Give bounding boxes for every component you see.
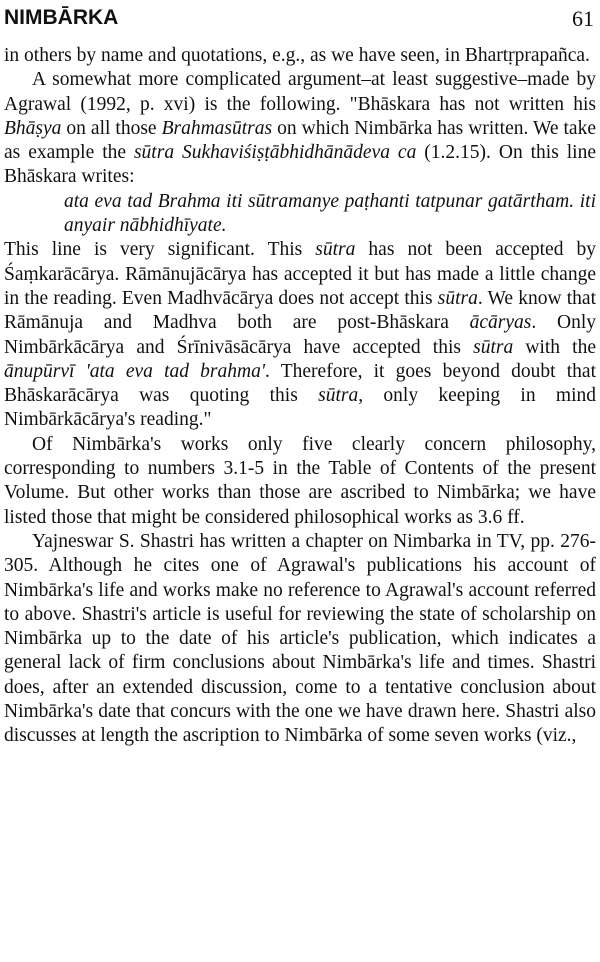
text-run: Of Nimbārka's works only five clearly concern philosophy, corresponding to numbers 3.1-5 in the Table of Contents of the present Volume. But other works than those are ascribed to Nimbārka; we have listed those that might be considered philosophical works as 3.6 ff.: [4, 433, 596, 528]
italic-term: ācāryas: [469, 312, 532, 334]
text-run: Yajneswar S. Shastri has written a chapter on Nimbarka in TV, pp. 276-305. Although he cites one of Agrawal's publications his account of Nimbārka's life and works make no reference to Agrawal's account referred to above. Shastri's article is useful for reviewing the state of scholarship on Nimbārka up to the date of his article's publication, which indicates a general lack of firm conclusions about Nimbārka's life and times. Shastri does, after an extended discussion, come to a tentative conclusion about Nimbārka's date that concurs with the one we have drawn here. Shastri also discusses at length the ascription to Nimbārka of some seven works (viz.,: [4, 530, 596, 747]
body-text: [4, 44, 596, 749]
block-quote: [4, 190, 596, 239]
paragraph: [4, 238, 596, 432]
text-run: . We know that Rāmānuja and Madhva both are post-Bhāskara: [4, 287, 596, 334]
text-run: This line is very significant. This: [4, 239, 316, 261]
chapter-title: NIMBĀRKA: [4, 6, 119, 29]
text-run: A somewhat more complicated argument–at least suggestive–made by Agrawal (1992, p. xvi) is the following. "Bhāskara has not written his: [4, 69, 596, 115]
italic-term: sūtra: [315, 239, 356, 261]
text-run: in others by name and quotations, e.g., as we have seen, in Bhartṛprapañca.: [4, 45, 590, 66]
italic-term: sūtra: [473, 336, 514, 358]
text-run: on which Nimbārka has written. We take as example the: [4, 117, 596, 164]
italic-term: sūtra Sukhaviśiṣṭābhidhānādeva ca: [133, 142, 417, 164]
paragraph: [4, 68, 596, 189]
text-run: on all those: [61, 117, 162, 139]
running-header: [4, 6, 594, 32]
text-run: with the: [513, 336, 596, 358]
text-run: (1.2.15). On this line Bhāskara writes:: [4, 142, 597, 188]
italic-term: Bhāṣya: [4, 117, 62, 139]
italic-term: Brahmasūtras: [161, 117, 273, 139]
text-run: . Only Nimbārkācārya and Śrīnivāsācārya have accepted this: [4, 312, 596, 358]
italic-term: ānupūrvī 'ata eva tad brahma': [4, 360, 266, 382]
page-number: 61: [572, 6, 594, 31]
paragraph: [4, 530, 596, 749]
italic-term: sūtra: [318, 385, 359, 407]
text-run: ata eva tad Brahma iti sūtramanye paṭhanti tatpunar gatārtham. iti anyair nābhidhīyate.: [64, 190, 596, 237]
paragraph: [4, 433, 596, 530]
text-run: , only keeping in mind Nimbārkācārya's reading.": [4, 385, 596, 431]
italic-term: sūtra: [437, 287, 478, 309]
text-run: has not been accepted by Śaṃkarācārya. Rāmānujācārya has accepted it but has made a little change in the reading. Even Madhvācārya does not accept this: [4, 239, 596, 309]
paragraph: [4, 44, 596, 68]
text-run: . Therefore, it goes beyond doubt that Bhāskarācārya was quoting this: [4, 360, 596, 407]
